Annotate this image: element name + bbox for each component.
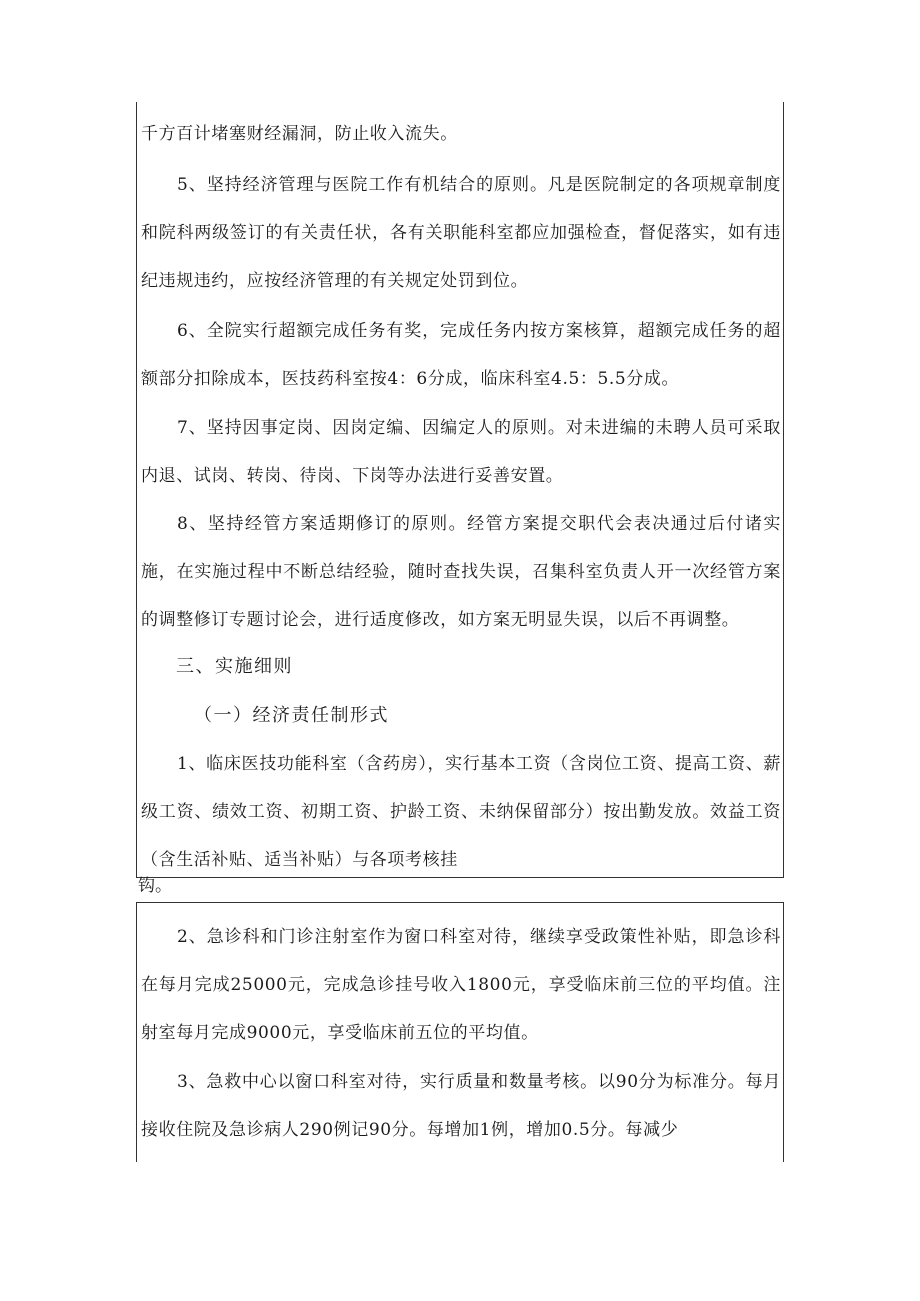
paragraph-item-2: 2、急诊科和门诊注射室作为窗口科室对待，继续享受政策性补贴，即急诊科在每月完成25000元，完成急诊挂号收入1800元，享受临床前三位的平均值。注射室每月完成9000元，享受临床前五位的平均值。	[141, 927, 781, 1043]
paragraph-continuation: 千方百计堵塞财经漏洞，防止收入流失。	[141, 124, 458, 144]
paragraph-item-1: 1、临床医技功能科室（含药房），实行基本工资（含岗位工资、提高工资、薪级工资、绩效工资、初期工资、护龄工资、未纳保留部分）按出勤发放。效益工资（含生活补贴、适当补贴）与各项考核挂	[141, 754, 781, 870]
section-heading: 三、实施细则	[176, 656, 293, 677]
paragraph-tail: 钩。	[138, 876, 172, 896]
paragraph-item-8: 8、坚持经管方案适期修订的原则。经管方案提交职代会表决通过后付诸实施，在实施过程中不断总结经验，随时查找失误，召集科室负责人开一次经管方案的调整修订专题讨论会，进行适度修改，如方案无明显失误，以后不再调整。	[141, 514, 781, 630]
paragraph-item-5: 5、坚持经济管理与医院工作有机结合的原则。凡是医院制定的各项规章制度和院科两级签订的有关责任状，各有关职能科室都应加强检查，督促落实，如有违纪违规违约，应按经济管理的有关规定处罚到位。	[141, 175, 781, 291]
subsection-heading: （一）经济责任制形式	[194, 705, 389, 726]
paragraph-item-6: 6、全院实行超额完成任务有奖，完成任务内按方案核算，超额完成任务的超额部分扣除成本，医技药科室按4：6分成，临床科室4.5：5.5分成。	[141, 321, 781, 389]
paragraph-item-7: 7、坚持因事定岗、因岗定编、因编定人的原则。对未进编的未聘人员可采取内退、试岗、转岗、待岗、下岗等办法进行妥善安置。	[141, 418, 781, 486]
paragraph-item-3: 3、急救中心以窗口科室对待，实行质量和数量考核。以90分为标准分。每月接收住院及急诊病人290例记90分。每增加1例，增加0.5分。每减少	[141, 1072, 781, 1140]
